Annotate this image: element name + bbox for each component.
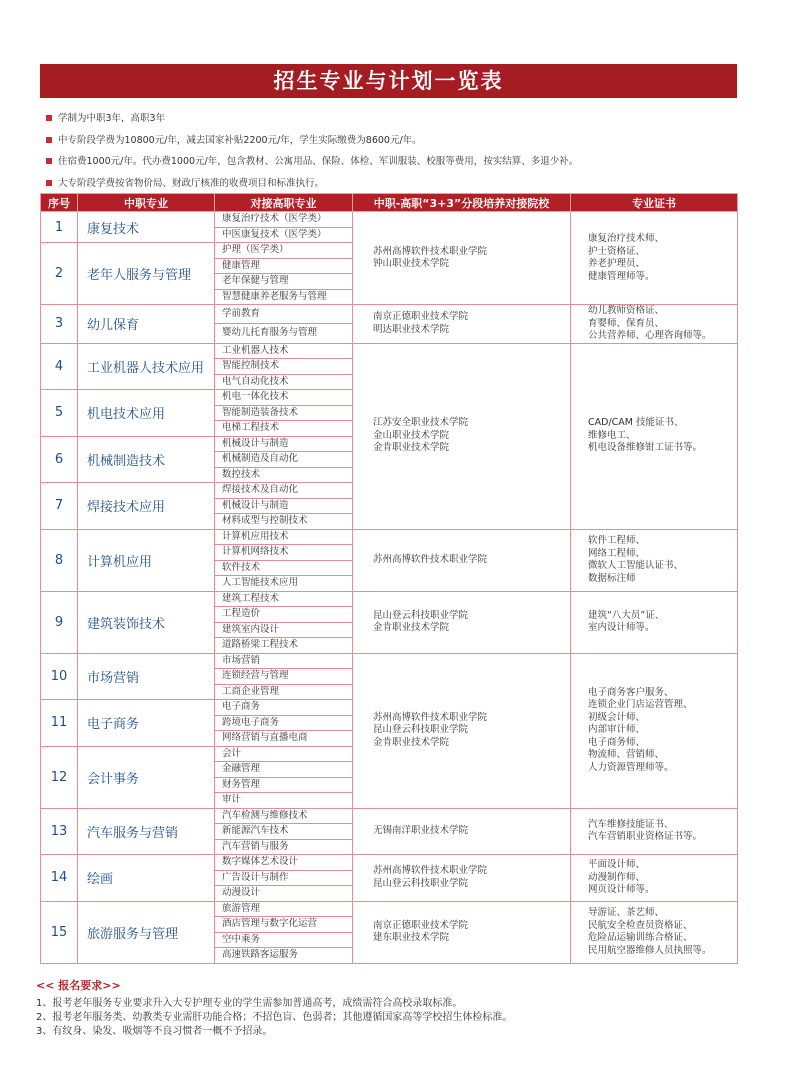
higher-major-name: 老年保健与管理 — [215, 274, 353, 290]
certificate-name: 民航安全检查员资格证、 — [588, 919, 693, 931]
higher-major-name: 康复治疗技术（医学类） — [215, 212, 353, 228]
higher-major-name: 市场营销 — [215, 653, 353, 669]
certificate-cell — [571, 808, 738, 855]
requirement-item: 3、有纹身、染发、吸烟等不良习惯者一概不予招录。 — [36, 1026, 273, 1037]
certificate-name: 护士资格证、 — [588, 245, 646, 257]
higher-major-name: 汽车检测与维修技术 — [215, 808, 353, 824]
table-row — [41, 808, 738, 824]
certificate-name: 危险品运输训练合格证、 — [588, 932, 693, 943]
major-name: 康复技术 — [78, 212, 215, 243]
higher-major-name: 空中乘务 — [215, 932, 353, 948]
partner-school-name: 钟山职业技术学院 — [373, 258, 450, 269]
row-number: 4 — [41, 343, 78, 390]
partner-school-cell — [353, 653, 571, 808]
certificate-name: CAD/CAM 技能证书、 — [588, 417, 684, 429]
partner-school-name: 昆山登云科技职业学院 — [373, 724, 469, 736]
partner-school-name: 金肯职业技术学院 — [373, 622, 450, 633]
higher-major-name: 建筑工程技术 — [215, 591, 353, 607]
higher-major-name: 婴幼儿托育服务与管理 — [215, 324, 353, 343]
major-name: 旅游服务与管理 — [78, 901, 215, 963]
partner-school-cell — [353, 529, 571, 591]
certificate-name: 物流师、营销师、 — [588, 749, 665, 761]
higher-major-name: 酒店管理与数字化运营 — [215, 917, 353, 933]
higher-major-name: 建筑室内设计 — [215, 622, 353, 638]
certificate-name: 幼儿教师资格证、 — [588, 305, 665, 316]
higher-major-name: 新能源汽车技术 — [215, 824, 353, 840]
partner-school-cell — [353, 343, 571, 529]
major-name: 老年人服务与管理 — [78, 243, 215, 305]
higher-major-name: 财务管理 — [215, 777, 353, 793]
major-name: 汽车服务与营销 — [78, 808, 215, 855]
certificate-name: 公共营养师、心理咨询师等。 — [588, 330, 712, 341]
table-row — [41, 653, 738, 669]
header-major: 中职专业 — [78, 194, 215, 212]
partner-school-name: 明达职业技术学院 — [373, 323, 450, 335]
partner-school-cell — [353, 901, 571, 963]
row-number: 8 — [41, 529, 78, 591]
partner-school-name: 苏州高博软件技术职业学院 — [373, 865, 488, 877]
major-name: 幼儿保育 — [78, 305, 215, 344]
partner-school-name: 金肯职业技术学院 — [373, 442, 450, 454]
header-higher-major: 对接高职专业 — [215, 194, 353, 212]
major-name: 工业机器人技术应用 — [78, 343, 215, 390]
higher-major-name: 工商企业管理 — [215, 684, 353, 700]
higher-major-name: 道路桥梁工程技术 — [215, 638, 353, 654]
row-number: 12 — [41, 746, 78, 808]
requirements-list — [36, 997, 512, 1039]
row-number: 10 — [41, 653, 78, 700]
higher-major-name: 汽车营销与服务 — [215, 839, 353, 855]
higher-major-name: 学前教育 — [215, 305, 353, 324]
higher-major-name: 机械设计与制造 — [215, 436, 353, 452]
major-name: 市场营销 — [78, 653, 215, 700]
certificate-name: 健康管理师等。 — [588, 270, 655, 282]
row-number: 5 — [41, 390, 78, 437]
certificate-cell — [571, 653, 738, 808]
certificate-name: 平面设计师、 — [588, 859, 646, 870]
certificate-name: 导游证、茶艺师、 — [588, 907, 665, 918]
certificate-name: 育婴师、保育员、 — [588, 317, 665, 329]
row-number: 9 — [41, 591, 78, 653]
certificate-name: 内部审计师、 — [588, 724, 646, 736]
higher-major-name: 电梯工程技术 — [215, 421, 353, 437]
major-name: 焊接技术应用 — [78, 483, 215, 530]
note-item: 大专阶段学费按省物价局、财政厅核准的收费项目和标准执行。 — [46, 173, 736, 195]
certificate-cell — [571, 855, 738, 902]
certificate-name: 维修电工、 — [588, 429, 636, 441]
certificate-cell — [571, 343, 738, 529]
higher-major-name: 智能控制技术 — [215, 359, 353, 375]
certificate-name: 网页设计师等。 — [588, 884, 655, 895]
higher-major-name: 会计 — [215, 746, 353, 762]
partner-school-cell — [353, 212, 571, 305]
higher-major-name: 材料成型与控制技术 — [215, 514, 353, 530]
higher-major-name: 广告设计与制作 — [215, 870, 353, 886]
header-no: 序号 — [41, 194, 78, 212]
major-name: 绘画 — [78, 855, 215, 902]
requirement-item: 2、报考老年服务类、幼教类专业需肝功能合格；不招色盲、色弱者；其他遵循国家高等学校招生体检标准。 — [36, 1012, 513, 1023]
higher-major-name: 网络营销与直播电商 — [215, 731, 353, 747]
partner-school-cell — [353, 591, 571, 653]
partner-school-cell — [353, 808, 571, 855]
certificate-name: 数据标注师 — [588, 572, 636, 584]
higher-major-name: 电气自动化技术 — [215, 374, 353, 390]
partner-school-name: 苏州高博软件技术职业学院 — [373, 711, 488, 723]
higher-major-name: 高速铁路客运服务 — [215, 948, 353, 964]
row-number: 14 — [41, 855, 78, 902]
major-name: 机电技术应用 — [78, 390, 215, 437]
row-number: 6 — [41, 436, 78, 483]
higher-major-name: 护理（医学类） — [215, 243, 353, 259]
certificate-name: 人力资源管理师等。 — [588, 761, 674, 773]
header-certificate: 专业证书 — [571, 194, 738, 212]
higher-major-name: 健康管理 — [215, 258, 353, 274]
higher-major-name: 工业机器人技术 — [215, 343, 353, 359]
row-number: 15 — [41, 901, 78, 963]
partner-school-name: 江苏安全职业技术学院 — [373, 417, 469, 429]
higher-major-name: 机电一体化技术 — [215, 390, 353, 406]
certificate-cell — [571, 591, 738, 653]
enrollment-table — [40, 193, 738, 964]
major-name: 建筑装饰技术 — [78, 591, 215, 653]
higher-major-name: 动漫设计 — [215, 886, 353, 902]
row-number: 7 — [41, 483, 78, 530]
certificate-name: 建筑“八大员”证、 — [588, 609, 665, 621]
certificate-name: 机电设备维修钳工证书等。 — [588, 442, 703, 454]
partner-school-name: 金山职业技术学院 — [373, 429, 450, 441]
higher-major-name: 旅游管理 — [215, 901, 353, 917]
row-number: 11 — [41, 700, 78, 747]
partner-school-name: 无锡南洋职业技术学院 — [373, 825, 469, 836]
partner-school-name: 南京正德职业技术学院 — [373, 311, 469, 323]
certificate-cell — [571, 901, 738, 963]
table-row — [41, 305, 738, 324]
major-name: 机械制造技术 — [78, 436, 215, 483]
higher-major-name: 智能制造装备技术 — [215, 405, 353, 421]
higher-major-name: 机械制造及自动化 — [215, 452, 353, 468]
certificate-name: 养老护理员、 — [588, 258, 646, 269]
requirements-title: << 报名要求>> — [36, 979, 121, 992]
partner-school-name: 苏州高博软件技术职业学院 — [373, 245, 488, 257]
table-row — [41, 591, 738, 607]
certificate-name: 汽车维修技能证书、 — [588, 818, 674, 830]
certificate-cell — [571, 305, 738, 344]
partner-school-name: 建东职业技术学院 — [373, 932, 450, 943]
partner-school-name: 南京正德职业技术学院 — [373, 919, 469, 931]
certificate-cell — [571, 529, 738, 591]
table-row — [41, 529, 738, 545]
certificate-name: 软件工程师、 — [588, 535, 646, 546]
higher-major-name: 计算机应用技术 — [215, 529, 353, 545]
table-row — [41, 855, 738, 871]
requirement-item: 1、报考老年服务专业要求升入大专护理专业的学生需参加普通高考，成绩需符合高校录取标准。 — [36, 998, 463, 1009]
higher-major-name: 金融管理 — [215, 762, 353, 778]
certificate-name: 民用航空器维修人员执照等。 — [588, 944, 712, 956]
table-header-row — [41, 194, 738, 212]
certificate-name: 电子商务客户服务、 — [588, 686, 674, 698]
notes-list — [46, 108, 736, 194]
table-row — [41, 343, 738, 359]
higher-major-name: 机械设计与制造 — [215, 498, 353, 514]
table-row — [41, 901, 738, 917]
partner-school-name: 苏州高博软件技术职业学院 — [373, 553, 488, 565]
certificate-name: 康复治疗技术师、 — [588, 233, 665, 244]
certificate-name: 动漫制作师、 — [588, 871, 646, 883]
partner-school-name: 金肯职业技术学院 — [373, 736, 450, 748]
row-number: 3 — [41, 305, 78, 344]
higher-major-name: 智慧健康养老服务与管理 — [215, 289, 353, 305]
table-row — [41, 212, 738, 228]
higher-major-name: 跨境电子商务 — [215, 715, 353, 731]
higher-major-name: 软件技术 — [215, 560, 353, 576]
row-number: 2 — [41, 243, 78, 305]
higher-major-name: 中医康复技术（医学类） — [215, 227, 353, 243]
higher-major-name: 审计 — [215, 793, 353, 809]
certificate-name: 初级会计师、 — [588, 711, 646, 723]
higher-major-name: 人工智能技术应用 — [215, 576, 353, 592]
major-name: 电子商务 — [78, 700, 215, 747]
note-item: 住宿费1000元/年。代办费1000元/年，包含教材、公寓用品、保险、体检、军训服装、校服等费用，按实结算、多退少补。 — [46, 151, 736, 173]
partner-school-name: 昆山登云科技职业学院 — [373, 609, 469, 621]
note-item: 中专阶段学费为10800元/年，减去国家补贴2200元/年，学生实际缴费为8600元/年。 — [46, 130, 736, 152]
certificate-name: 微软人工智能认证书、 — [588, 560, 684, 571]
higher-major-name: 计算机网络技术 — [215, 545, 353, 561]
higher-major-name: 工程造价 — [215, 607, 353, 623]
higher-major-name: 数字媒体艺术设计 — [215, 855, 353, 871]
row-number: 1 — [41, 212, 78, 243]
header-partner-school: 中职-高职“3+3”分段培养对接院校 — [353, 194, 571, 212]
higher-major-name: 电子商务 — [215, 700, 353, 716]
partner-school-cell — [353, 855, 571, 902]
major-name: 计算机应用 — [78, 529, 215, 591]
certificate-cell — [571, 212, 738, 305]
partner-school-name: 昆山登云科技职业学院 — [373, 877, 469, 889]
certificate-name: 电子商务师、 — [588, 736, 646, 748]
certificate-name: 连锁企业门店运营管理、 — [588, 699, 693, 711]
higher-major-name: 焊接技术及自动化 — [215, 483, 353, 499]
higher-major-name: 数控技术 — [215, 467, 353, 483]
note-item: 学制为中职3年，高职3年 — [46, 108, 736, 130]
major-name: 会计事务 — [78, 746, 215, 808]
page-title: 招生专业与计划一览表 — [40, 64, 737, 98]
certificate-name: 室内设计师等。 — [588, 622, 655, 633]
row-number: 13 — [41, 808, 78, 855]
certificate-name: 网络工程师、 — [588, 547, 646, 559]
higher-major-name: 连锁经营与管理 — [215, 669, 353, 685]
certificate-name: 汽车营销职业资格证书等。 — [588, 831, 703, 843]
partner-school-cell — [353, 305, 571, 344]
table-body — [41, 212, 738, 964]
